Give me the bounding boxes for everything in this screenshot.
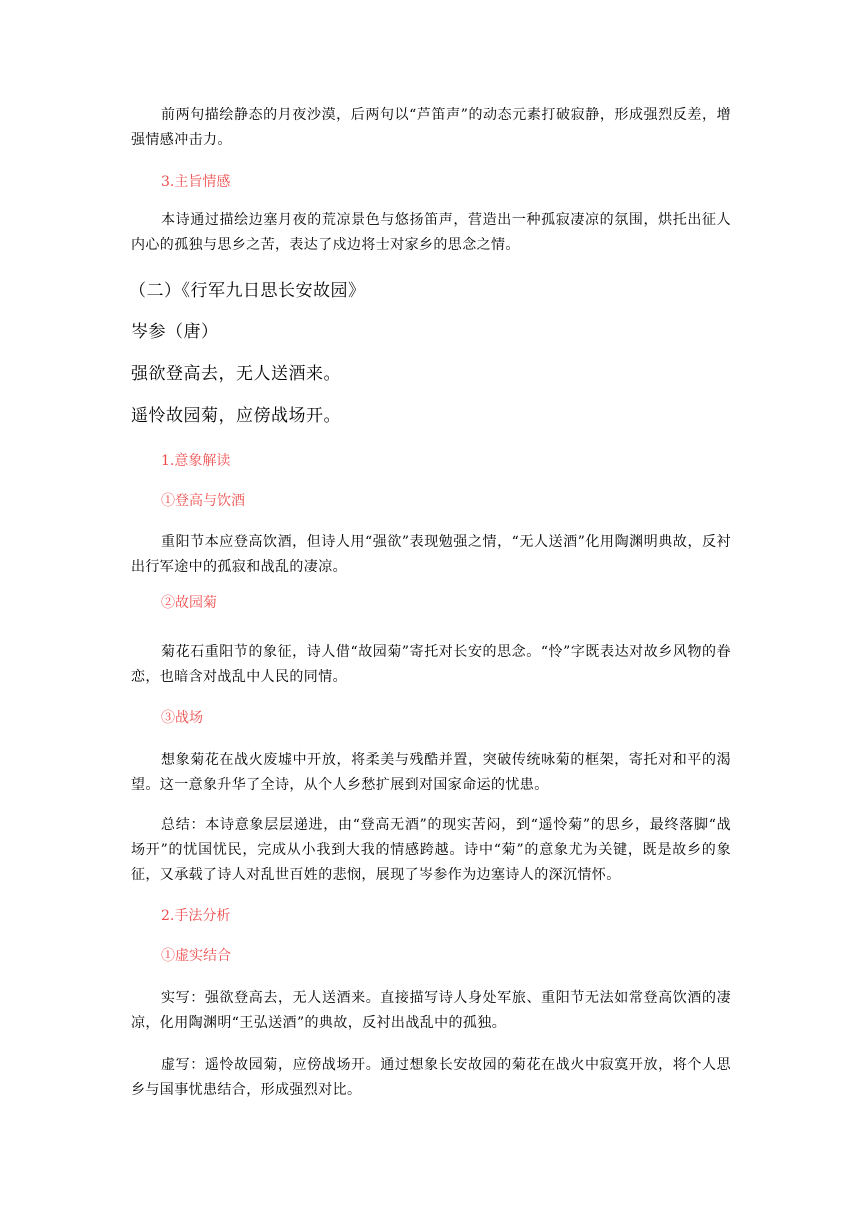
poem-line-2: 遥怜故园菊，应傍战场开。 [131, 406, 341, 426]
heading-technique: 2.手法分析 [161, 908, 231, 924]
heading-imagery: 1.意象解读 [161, 453, 231, 469]
subheading-battlefield: ③战场 [161, 710, 203, 726]
paragraph-contrast: 前两句描绘静态的月夜沙漠，后两句以“芦笛声”的动态元素打破寂静，形成强烈反差，增强情感冲击力。 [131, 107, 731, 148]
subheading-virtual-real: ①虚实结合 [161, 948, 231, 964]
paragraph-battlefield: 想象菊花在战火废墟中开放，将柔美与残酷并置，突破传统咏菊的框架，寄托对和平的渴望。这一意象升华了全诗，从个人乡愁扩展到对国家命运的忧患。 [131, 752, 731, 793]
subheading-chrysanthemum: ②故园菊 [161, 595, 217, 611]
paragraph-real-writing: 实写：强欲登高去，无人送酒来。直接描写诗人身处军旅、重阳节无法如常登高饮酒的凄凉，化用陶渊明“王弘送酒”的典故，反衬出战乱中的孤独。 [131, 990, 731, 1031]
paragraph-climb-and-wine: 重阳节本应登高饮酒，但诗人用“强欲”表现勉强之情，“无人送酒”化用陶渊明典故，反衬出行军途中的孤寂和战乱的凄凉。 [131, 534, 731, 575]
paragraph-theme: 本诗通过描绘边塞月夜的荒凉景色与悠扬笛声，营造出一种孤寂凄凉的氛围，烘托出征人内心的孤独与思乡之苦，表达了戍边将士对家乡的思念之情。 [131, 212, 731, 253]
poem-title: （二）《行军九日思长安故园》 [129, 281, 366, 301]
paragraph-chrysanthemum: 菊花石重阳节的象征，诗人借“故园菊”寄托对长安的思念。“怜”字既表达对故乡风物的眷恋，也暗含对战乱中人民的同情。 [131, 644, 731, 685]
subheading-climb-and-wine: ①登高与饮酒 [161, 493, 245, 509]
paragraph-virtual-writing: 虚写：遥怜故园菊，应傍战场开。通过想象长安故园的菊花在战火中寂寞开放，将个人思乡与国事忧患结合，形成强烈对比。 [131, 1057, 731, 1098]
heading-theme-emotion: 3.主旨情感 [161, 174, 231, 190]
poem-line-1: 强欲登高去，无人送酒来。 [131, 364, 341, 384]
paragraph-summary: 总结：本诗意象层层递进，由“登高无酒”的现实苦闷，到“遥怜菊”的思乡，最终落脚“战场开”的忧国忧民，完成从小我到大我的情感跨越。诗中“菊”的意象尤为关键，既是故乡的象征，又承载了诗人对乱世百姓的悲悯，展现了岑参作为边塞诗人的深沉情怀。 [131, 817, 731, 883]
poem-author: 岑参（唐） [131, 322, 219, 342]
